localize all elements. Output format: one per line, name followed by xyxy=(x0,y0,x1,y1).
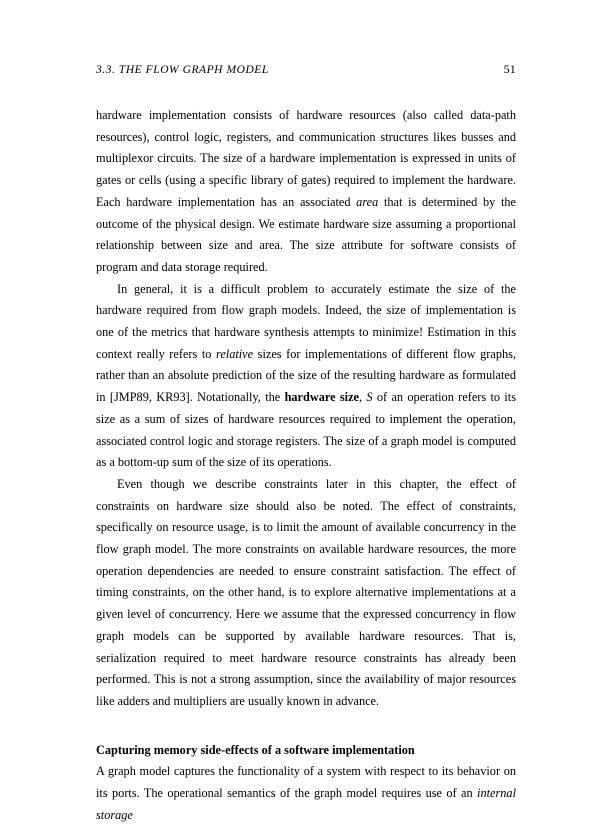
section-heading: Capturing memory side-effects of a software implementation xyxy=(96,742,415,757)
paragraph-2-term-hardware-size: hardware size xyxy=(284,390,360,405)
paragraph-2-part-1: In general, it is a difficult problem to accurately estimate the size of the hardware required from flow graph models. Indeed, the size of implementation is one of the metrics that hardware synthesis attempts to minimize! Estimation in this context really refers to xyxy=(96,281,516,361)
page-number: 51 xyxy=(503,62,516,76)
paragraph-2-part-2: sizes for implementations of different flow graphs, rather than an absolute prediction of the size of the resulting hardware as formulated in [JMP89, KR93]. Notationally, the xyxy=(96,346,516,405)
paragraph-1 xyxy=(96,105,516,279)
paragraph-1-part-1: hardware implementation consists of hardware resources (also called data-path resources), control logic, registers, and communication structures likes busses and multiplexor circuits. The size of a hardware implementation is expressed in units of gates or cells (using a specific library of gates) required to implement the hardware. Each hardware implementation has an associated xyxy=(96,108,516,209)
running-head-title: 3.3. THE FLOW GRAPH MODEL xyxy=(96,64,269,76)
paragraph-1-part-2: that is determined by the outcome of the physical design. We estimate hardware size assuming a proportional relationship between size and area. The size attribute for software consists of program and data storage required. xyxy=(96,194,516,274)
paragraph-3: Even though we describe constraints later in this chapter, the effect of constraints on hardware size should also be noted. The effect of constraints, specifically on resource usage, is to limit the amount of available concurrency in the flow graph model. The more constraints on available hardware resources, the more operation dependencies are needed to ensure constraint satisfaction. The effect of timing constraints, on the other hand, is to explore alternative implementations at a given level of concurrency. Here we assume that the expressed concurrency in flow graph models can be supported by available hardware resources. That is, serialization required to meet hardware resource constraints has already been performed. This is not a strong assumption, since the availability of major resources like adders and multipliers are usually known in advance. xyxy=(96,476,516,708)
paragraph-4-part-1: A graph model captures the functionality of a system with respect to its behavior on its ports. The operational semantics of the graph model requires use of an xyxy=(96,764,516,801)
paragraph-2 xyxy=(96,279,516,474)
paragraph-2-symbol-s: S xyxy=(366,390,373,405)
paragraph-4-emphasis-internal-storage: internal storage xyxy=(96,786,516,822)
paragraph-4 xyxy=(96,761,516,826)
body-text-column xyxy=(96,105,516,827)
paragraph-2-emphasis-relative: relative xyxy=(215,346,254,361)
paragraph-2-part-3: , xyxy=(359,390,367,405)
page-header xyxy=(96,62,516,77)
paragraph-1-emphasis: area xyxy=(356,194,379,209)
paragraph-2-part-4: of an operation refers to its size as a sum of sizes of hardware resources required to implement the operation, associated control logic and storage registers. The size of a graph model is computed as a bottom-up sum of the size of its operations. xyxy=(96,390,517,470)
